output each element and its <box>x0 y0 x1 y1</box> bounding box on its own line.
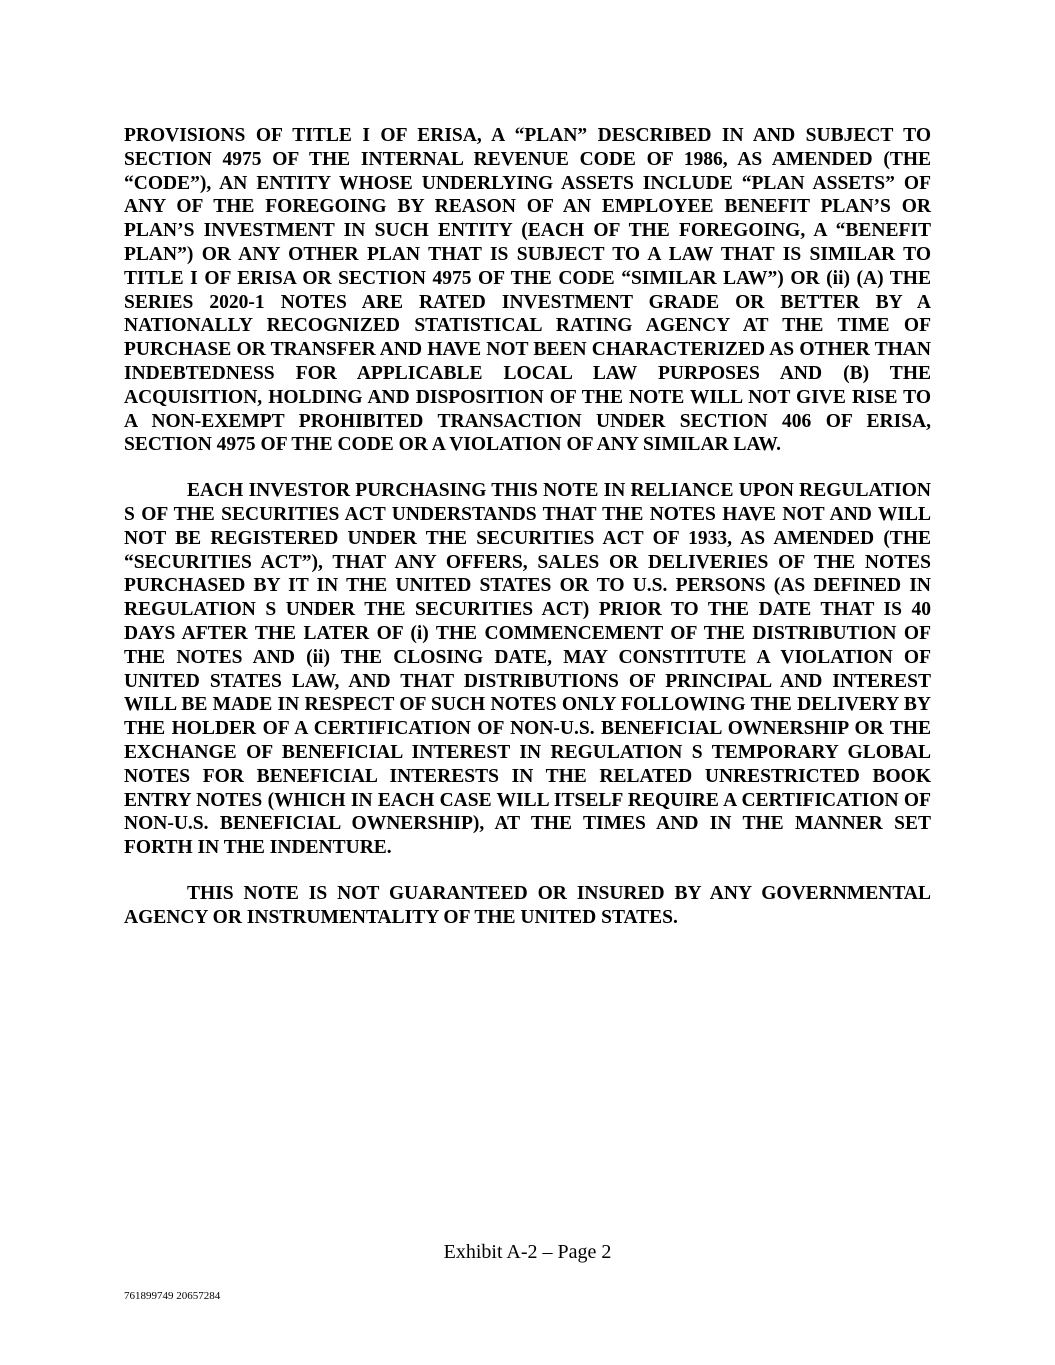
page-footer: Exhibit A-2 – Page 2 <box>443 1241 612 1263</box>
paragraph-not-guaranteed: THIS NOTE IS NOT GUARANTEED OR INSURED BY ANY GOVERNMENTAL AGENCY OR INSTRUMENTALITY OF THE UNITED STATES. <box>124 882 931 928</box>
paragraph-regulation-s-investor: EACH INVESTOR PURCHASING THIS NOTE IN RELIANCE UPON REGULATION S OF THE SECURITIES ACT UNDERSTANDS THAT THE NOTES HAVE NOT AND WILL NOT BE REGISTERED UNDER THE SECURITIES ACT OF 1933, AS AMENDED (THE “SECURITIES ACT”), THAT ANY OFFERS, SALES OR DELIVERIES OF THE NOTES PURCHASED BY IT IN THE UNITED STATES OR TO U.S. PERSONS (AS DEFINED IN REGULATION S UNDER THE SECURITIES ACT) PRIOR TO THE DATE THAT IS 40 DAYS AFTER THE LATER OF (i) THE COMMENCEMENT OF THE DISTRIBUTION OF THE NOTES AND (ii) THE CLOSING DATE, MAY CONSTITUTE A VIOLATION OF UNITED STATES LAW, AND THAT DISTRIBUTIONS OF PRINCIPAL AND INTEREST WILL BE MADE IN RESPECT OF SUCH NOTES ONLY FOLLOWING THE DELIVERY BY THE HOLDER OF A CERTIFICATION OF NON-U.S. BENEFICIAL OWNERSHIP OR THE EXCHANGE OF BENEFICIAL INTEREST IN REGULATION S TEMPORARY GLOBAL NOTES FOR BENEFICIAL INTERESTS IN THE RELATED UNRESTRICTED BOOK ENTRY NOTES (WHICH IN EACH CASE WILL ITSELF REQUIRE A CERTIFICATION OF NON-U.S. BENEFICIAL OWNERSHIP), AT THE TIMES AND IN THE MANNER SET FORTH IN THE INDENTURE. <box>124 480 931 859</box>
document-id: 761899749 20657284 <box>124 1290 221 1302</box>
paragraph-erisa-provisions: PROVISIONS OF TITLE I OF ERISA, A “PLAN” DESCRIBED IN AND SUBJECT TO SECTION 4975 OF THE INTERNAL REVENUE CODE OF 1986, AS AMENDED (THE “CODE”), AN ENTITY WHOSE UNDERLYING ASSETS INCLUDE “PLAN ASSETS” OF ANY OF THE FOREGOING BY REASON OF AN EMPLOYEE BENEFIT PLAN’S OR PLAN’S INVESTMENT IN SUCH ENTITY (EACH OF THE FOREGOING, A “BENEFIT PLAN”) OR ANY OTHER PLAN THAT IS SUBJECT TO A LAW THAT IS SIMILAR TO TITLE I OF ERISA OR SECTION 4975 OF THE CODE “SIMILAR LAW”) OR (ii) (A) THE SERIES 2020-1 NOTES ARE RATED INVESTMENT GRADE OR BETTER BY A NATIONALLY RECOGNIZED STATISTICAL RATING AGENCY AT THE TIME OF PURCHASE OR TRANSFER AND HAVE NOT BEEN CHARACTERIZED AS OTHER THAN INDEBTEDNESS FOR APPLICABLE LOCAL LAW PURPOSES AND (B) THE ACQUISITION, HOLDING AND DISPOSITION OF THE NOTE WILL NOT GIVE RISE TO A NON-EXEMPT PROHIBITED TRANSACTION UNDER SECTION 406 OF ERISA, SECTION 4975 OF THE CODE OR A VIOLATION OF ANY SIMILAR LAW. <box>124 125 931 456</box>
document-body <box>124 124 931 930</box>
